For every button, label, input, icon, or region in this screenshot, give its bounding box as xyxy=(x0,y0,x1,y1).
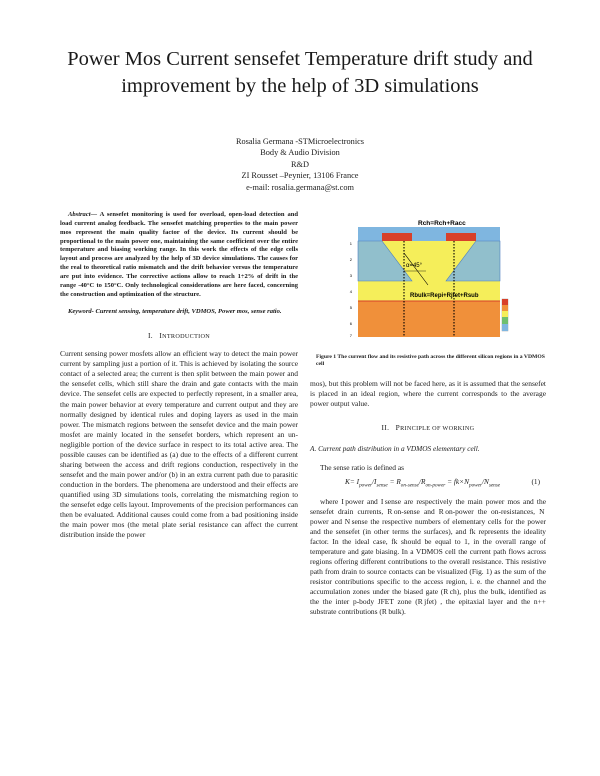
eq-power-sub: power xyxy=(359,482,373,489)
abstract-text: A sensefet monitoring is used for overload, open-load detection and load current analog feedback. The sensefet matching properties to the main power mos represent the main quality factor of the device. Its current should be proportional to the main power one, maintaining the same coefficient over the entire temperature and biasing working range. In this work the effects of the edge cells layout and process are analyzed by the help of 3D device simulations. The causes for the real to theoretical ratio mismatch and the drift behavior versus the temperature are put into evidence. The corrective actions allow to reach 1÷2% of drift in the range -40°C to 150°C. Only technological considerations are here faced, concerning the construction and optimization of the structure. xyxy=(60,211,298,298)
author-name: Rosalia Germana -STMicroelectronics xyxy=(235,137,365,146)
label-rbulk: Rbulk=Repi+Rjfet+Rsub xyxy=(410,293,479,299)
keywords: Keyword- Current sensing, temperature drift, VDMOS, Power mos, sense ratio. xyxy=(68,308,282,316)
colorbar-green xyxy=(502,317,508,324)
label-angle: α=45° xyxy=(406,263,423,269)
section-rest: NTRODUCTION xyxy=(162,333,211,341)
continued-text: mos), but this problem will not be faced here, as it is assumed that the sensefet is placed in an ideal region, where the current corresponds to the average power output value. xyxy=(310,378,546,408)
eq-sense-sub: sense xyxy=(376,482,388,489)
y-tick-label: 6 xyxy=(349,321,352,326)
author-block xyxy=(150,136,450,193)
eq-ron-power-sub: on-power xyxy=(425,482,446,489)
author-division: Body & Audio Division xyxy=(260,148,340,158)
figure-1-graphic xyxy=(342,211,532,347)
eq-nsense-sub: sense xyxy=(488,482,501,489)
label-rch: Rch=Rch+Racc xyxy=(418,220,466,227)
y-tick-label: 7 xyxy=(349,333,352,338)
equation-body xyxy=(345,477,500,488)
subsection-heading: A. Current path distribution in a VDMOS elementary cell. xyxy=(310,443,480,453)
paper-title: Power Mos Current sensefet Temperature drift study and improvement by the help of 3D simulations xyxy=(67,48,533,97)
y-tick-label: 1 xyxy=(349,241,352,246)
equation-1 xyxy=(310,477,546,489)
colorbar-orange xyxy=(502,305,508,311)
section-heading-principle xyxy=(310,423,546,432)
section-number: I. xyxy=(147,331,153,341)
y-tick-label: 5 xyxy=(349,305,352,310)
section-rest: RINCIPLE OF WORKING xyxy=(400,424,475,432)
section-initial: I xyxy=(159,331,163,341)
substrate-region xyxy=(358,301,500,337)
colorbar-blue xyxy=(502,324,508,331)
right-column xyxy=(310,211,546,617)
introduction-text: Current sensing power mosfets allow an efficient way to detect the main power current by sampling just a portion of it. This is achieved by isolating the source contact of a selected area; the current is then split between the main power and the sensefet cells, which still share the drain and gate contacts with the main device. The sensefet cells are expected to perfectly represent, in a smaller area, the main power behavior at every temperature and current output and they are normally designed by identical rules and doping layers as used in the main power. The mismatch regions between the sensefet device and the main power mosfet are mainly located in the sensefet borders, which represent an un-negligible portion of the device surface in respect to its total active area. The possible causes can be identified as (a) due to the effects of a different current sharing between the access and drift regions conduction, respectively in the sensefet and the main power and/or (b) in an extra current path due to parasitic conduction in the borders. The phenomena are understood and their effects are quantified using 3D simulations tools, correlating the mismatching region to the sensefet edge cells layout. Improvements of the precision performances can then be evaluated. Additional causes could come from a bad positioning inside the main power mos (the metal plate serial resistance can affect the current distribution inside the power xyxy=(60,349,298,540)
abstract-label: Abstract— xyxy=(68,211,98,218)
eq-ron-sense-sub: on-sense xyxy=(400,482,419,489)
figure-caption: Figure 1 The current flow and its resistive path across the different silicon regions in a VDMOS cell xyxy=(316,354,545,368)
left-column xyxy=(60,211,298,540)
eq-npower-sub: power xyxy=(468,482,482,489)
sense-ratio-intro: The sense ratio is defined as xyxy=(320,462,405,472)
eq-div2: /R xyxy=(418,476,426,486)
author-dept: R&D xyxy=(291,159,309,169)
eq-rest: = fk×N xyxy=(445,476,469,486)
definitions-text: where I power and I sense are respectively the main power mos and the sensefet drain currents, R on-sense and R on-power the on-resistances, N power and N sense the respective numbers of elementary cells for the power and the sensefet (in other terms the surfaces), and fk represents the ideality factor. In the ideal case, fk should be equal to 1, in the overall range of temperature and gate biasing. In a VDMOS cell the current path flows across regions offering different contributions to the overall resistance. This resistive path from drain to source contacts can be visualized (Fig. 1) as the sum of the resistor contributions specific to the access region, i. e. the channel and the accumulation zones under the biased gate (R ch), plus the bulk, identified as the the inter p-body JFET zone (R jfet) , the epitaxial layer and the n++ substrate contributions (R bulk). xyxy=(310,496,546,617)
surface-region xyxy=(358,227,500,241)
colorbar-yellow xyxy=(502,311,508,317)
y-tick-label: 4 xyxy=(349,289,352,294)
eq-div3: /N xyxy=(481,476,489,486)
source-contact-right xyxy=(446,233,476,241)
section-heading-introduction xyxy=(60,331,298,340)
y-tick-label: 2 xyxy=(349,257,352,262)
author-address: ZI Rousset –Peynier, 13106 France xyxy=(241,171,359,181)
eq-k: K= xyxy=(345,476,357,486)
colorbar-red xyxy=(502,299,508,305)
figure-1 xyxy=(342,211,532,347)
equation-number: (1) xyxy=(531,476,540,486)
abstract xyxy=(60,211,298,299)
author-email: e-mail: rosalia.germana@st.com xyxy=(246,182,354,192)
y-tick-label: 3 xyxy=(349,273,352,278)
section-number: II. xyxy=(381,422,390,432)
eq-eq1: = R xyxy=(387,476,401,486)
eq-ip: I xyxy=(356,476,360,486)
section-initial: P xyxy=(395,422,401,432)
source-contact-left xyxy=(382,233,412,241)
eq-div1: /I xyxy=(372,476,377,486)
